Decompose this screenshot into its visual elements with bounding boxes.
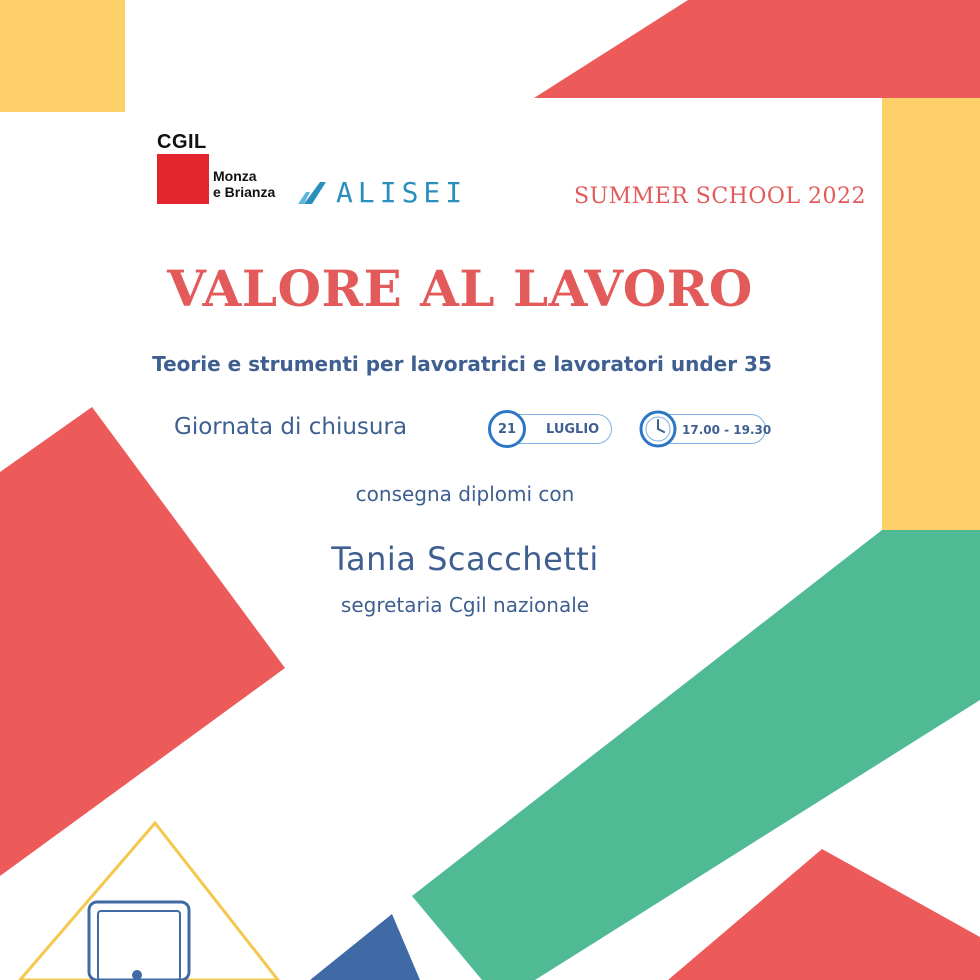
summer-school-label: SUMMER SCHOOL 2022 (574, 184, 867, 209)
speaker-name: Tania Scacchetti (331, 540, 599, 578)
alisei-logo-text: ALISEI (336, 176, 468, 209)
cgil-logo-line-2: e Brianza (213, 184, 276, 200)
red-bottom-right-shape (668, 849, 980, 980)
cgil-logo-text: CGIL (157, 131, 207, 153)
cgil-logo-line-1: Monza (213, 168, 257, 184)
event-day-label: Giornata di chiusura (174, 414, 408, 440)
cgil-logo-square (157, 154, 209, 204)
alisei-logo-mark (298, 180, 334, 204)
event-time: 17.00 - 19.30 (682, 423, 772, 437)
date-month: LUGLIO (546, 422, 600, 437)
page-subtitle: Teorie e strumenti per lavoratrici e lavoratori under 35 (152, 352, 772, 376)
clock-icon (639, 410, 677, 448)
speaker-role: segretaria Cgil nazionale (340, 593, 590, 617)
laptop-icon (89, 902, 189, 980)
page-title: VALORE AL LAVORO (167, 259, 753, 318)
red-left-diamond (0, 407, 285, 876)
diploma-ceremony-text: consegna diplomi con (355, 482, 575, 506)
red-top-band (534, 0, 980, 98)
calendar-date-icon (488, 410, 526, 448)
blue-bottom-triangle (310, 914, 420, 980)
date-day: 21 (497, 421, 517, 437)
cgil-logo-subtitle (213, 168, 275, 200)
yellow-corner-square (0, 0, 125, 112)
